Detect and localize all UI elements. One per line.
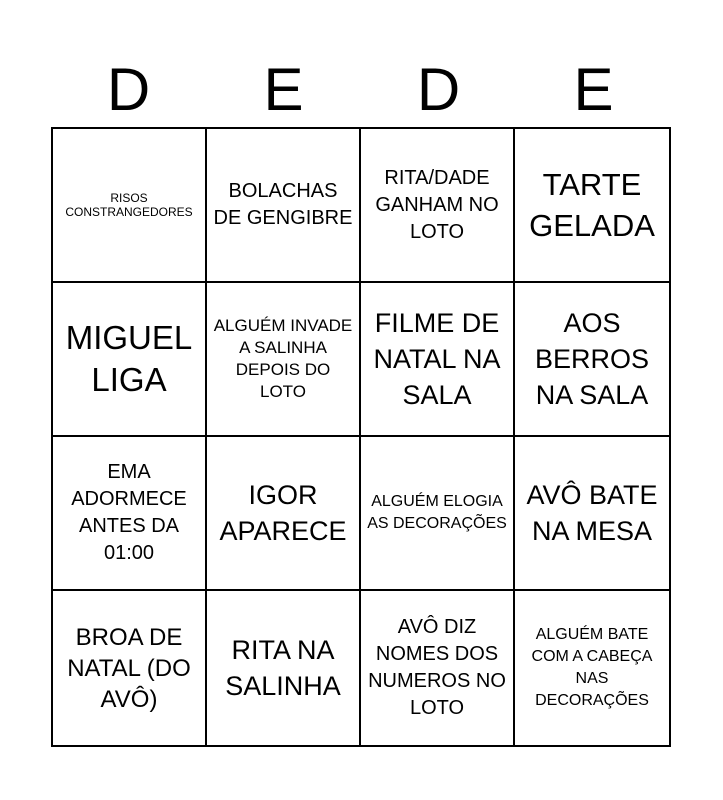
cell-text: TARTE GELADA: [529, 167, 655, 243]
bingo-board: [51, 127, 671, 747]
cell-text: AOS BERROS NA SALA: [534, 308, 650, 410]
cell-text: FILME DE NATAL NA SALA: [373, 308, 501, 410]
header-letter-3: D: [416, 56, 461, 123]
bingo-cell-r3c2[interactable]: [207, 437, 361, 591]
bingo-cell-r2c3[interactable]: [361, 283, 515, 437]
bingo-cell-r1c2[interactable]: [207, 129, 361, 283]
cell-text: ALGUÉM ELOGIA AS DECORAÇÕES: [367, 493, 507, 532]
bingo-cell-r4c2[interactable]: [207, 591, 361, 745]
cell-text: IGOR APARECE: [219, 480, 347, 546]
cell-text: BOLACHAS DE GENGIBRE: [213, 180, 353, 229]
bingo-cell-r1c1[interactable]: [53, 129, 207, 283]
header-letter-2: E: [263, 56, 304, 123]
bingo-cell-r4c4[interactable]: [515, 591, 669, 745]
cell-text: MIGUEL LIGA: [65, 319, 193, 398]
cell-text: AVÔ DIZ NOMES DOS NUMEROS NO LOTO: [368, 616, 506, 719]
cell-text: ALGUÉM INVADE A SALINHA DEPOIS DO LOTO: [213, 316, 353, 401]
bingo-cell-r1c3[interactable]: [361, 129, 515, 283]
bingo-header: [51, 52, 671, 128]
bingo-cell-r1c4[interactable]: [515, 129, 669, 283]
cell-text: EMA ADORMECE ANTES DA 01:00: [71, 461, 187, 564]
header-letter-4: E: [573, 56, 614, 123]
cell-text: ALGUÉM BATE COM A CABEÇA NAS DECORAÇÕES: [531, 626, 653, 709]
cell-text: AVÔ BATE NA MESA: [526, 480, 658, 546]
bingo-cell-r3c1[interactable]: [53, 437, 207, 591]
bingo-cell-r2c2[interactable]: [207, 283, 361, 437]
bingo-cell-r2c4[interactable]: [515, 283, 669, 437]
cell-text: BROA DE NATAL (DO AVÔ): [67, 623, 191, 713]
bingo-cell-r4c1[interactable]: [53, 591, 207, 745]
header-letter-1: D: [106, 56, 151, 123]
bingo-cell-r3c3[interactable]: [361, 437, 515, 591]
cell-text: RISOS CONSTRANGEDORES: [65, 191, 193, 219]
cell-text: RITA/DADE GANHAM NO LOTO: [375, 166, 499, 243]
bingo-cell-r4c3[interactable]: [361, 591, 515, 745]
bingo-cell-r3c4[interactable]: [515, 437, 669, 591]
bingo-cell-r2c1[interactable]: [53, 283, 207, 437]
cell-text: RITA NA SALINHA: [225, 635, 341, 701]
